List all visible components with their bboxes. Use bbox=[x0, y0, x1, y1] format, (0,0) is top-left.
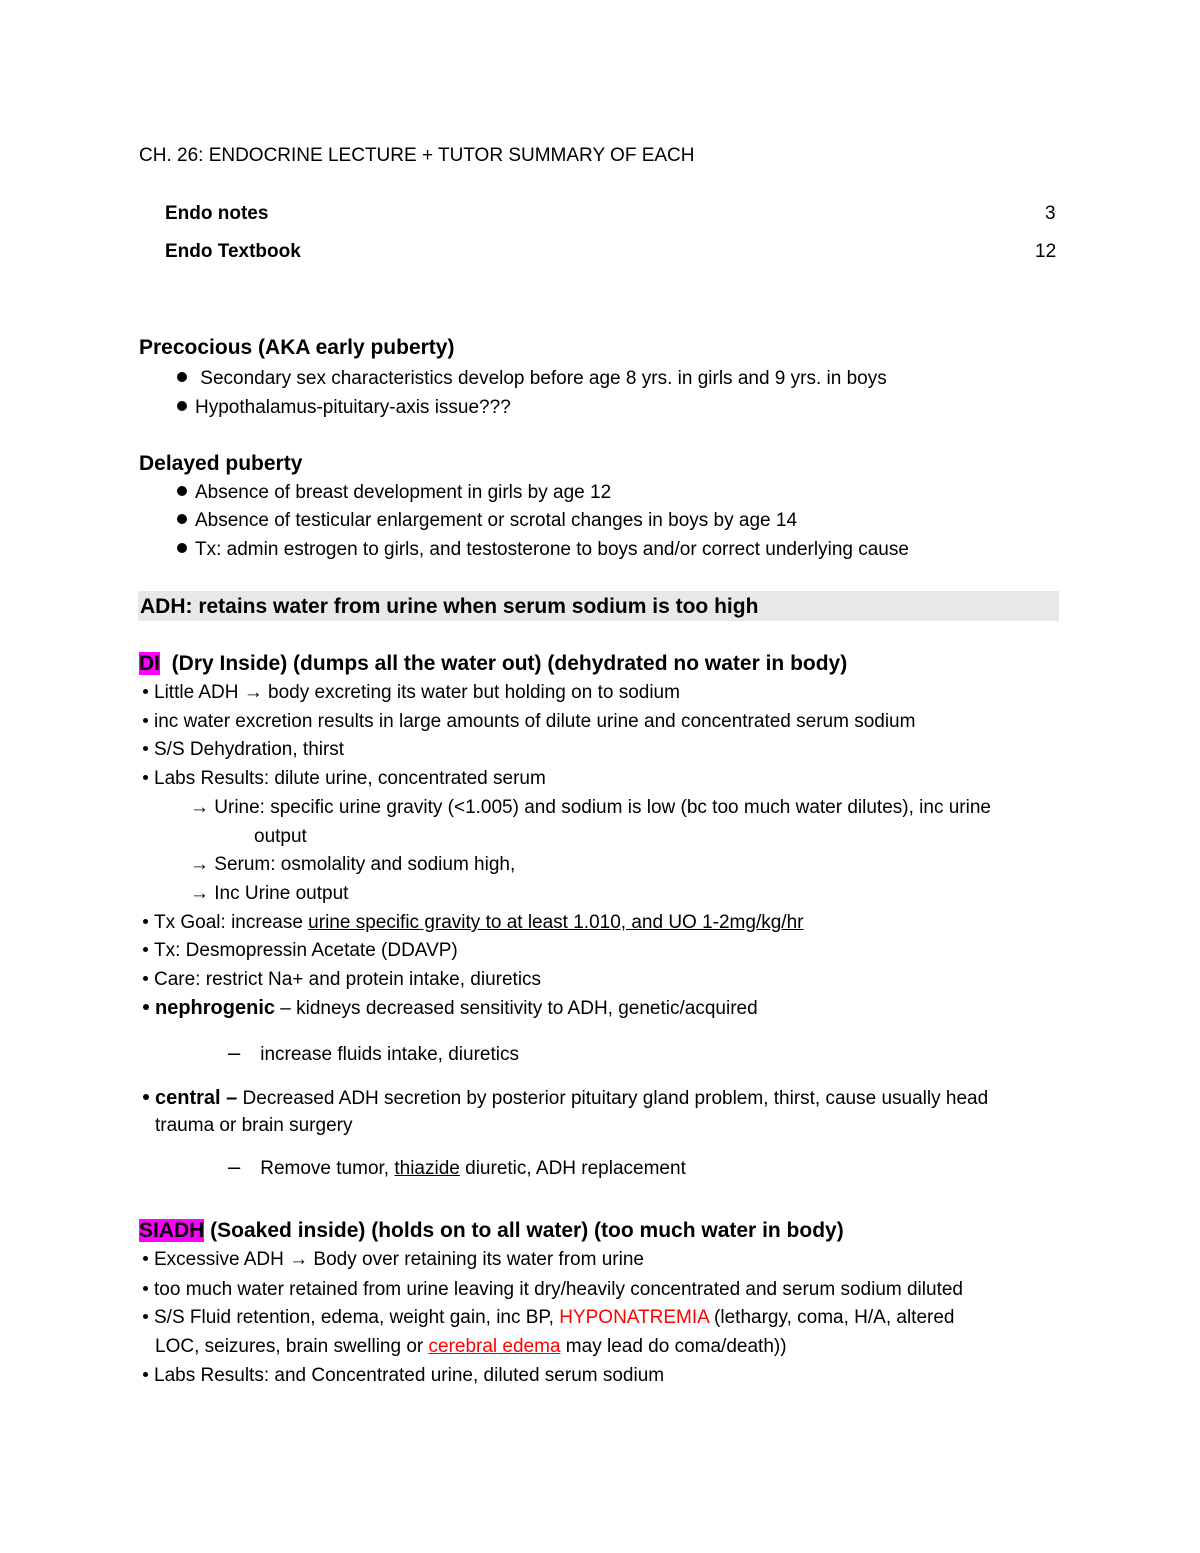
bullet-icon bbox=[143, 1094, 149, 1100]
list-item: Secondary sex characteristics develop before age 8 yrs. in girls and 9 yrs. in boys bbox=[177, 367, 887, 391]
bullet-icon bbox=[177, 514, 187, 524]
list-item: too much water retained from urine leaving it dry/heavily concentrated and serum sodium diluted bbox=[143, 1278, 963, 1302]
list-item: S/S Fluid retention, edema, weight gain, inc BP, HYPONATREMIA (lethargy, coma, H/A, altered bbox=[143, 1306, 954, 1330]
list-item: Hypothalamus-pituitary-axis issue??? bbox=[177, 396, 511, 420]
section-heading-precocious: Precocious (AKA early puberty) bbox=[139, 336, 455, 359]
section-heading-di: DI (Dry Inside) (dumps all the water out) (dehydrated no water in body) bbox=[139, 652, 848, 675]
list-item: inc water excretion results in large amounts of dilute urine and concentrated serum sodium bbox=[143, 710, 915, 734]
list-item: Care: restrict Na+ and protein intake, diuretics bbox=[143, 968, 541, 992]
list-item: Excessive ADH → Body over retaining its water from urine bbox=[143, 1248, 644, 1272]
bullet-icon bbox=[143, 1372, 148, 1377]
toc-entry-page[interactable]: 12 bbox=[1035, 241, 1057, 262]
list-item: Absence of breast development in girls by age 12 bbox=[177, 481, 611, 505]
list-item: Little ADH → body excreting its water but holding on to sodium bbox=[143, 681, 680, 705]
bullet-icon bbox=[143, 1256, 148, 1261]
dash-icon: – bbox=[228, 1154, 241, 1179]
bullet-icon bbox=[143, 1286, 148, 1291]
bullet-icon bbox=[143, 689, 148, 694]
toc-entry-label[interactable]: Endo notes bbox=[165, 203, 269, 224]
dash-icon: – bbox=[228, 1040, 241, 1065]
adh-banner: ADH: retains water from urine when serum sodium is too high bbox=[140, 595, 759, 618]
bullet-icon bbox=[143, 919, 148, 924]
list-item: nephrogenic – kidneys decreased sensitivity to ADH, genetic/acquired bbox=[143, 996, 758, 1021]
sub-list-item: → Serum: osmolality and sodium high, bbox=[190, 854, 516, 875]
bullet-icon bbox=[143, 976, 148, 981]
highlight-tag: DI bbox=[139, 652, 160, 675]
list-item: Absence of testicular enlargement or scrotal changes in boys by age 14 bbox=[177, 509, 797, 533]
sub-list-item: → Inc Urine output bbox=[190, 883, 349, 904]
bullet-icon bbox=[143, 947, 148, 952]
list-item: S/S Dehydration, thirst bbox=[143, 738, 344, 762]
sub-list-item-continuation: output bbox=[254, 826, 307, 847]
list-item-continuation: LOC, seizures, brain swelling or cerebral edema may lead do coma/death)) bbox=[155, 1336, 787, 1357]
list-item: Labs Results: and Concentrated urine, diluted serum sodium bbox=[143, 1364, 664, 1388]
list-item-continuation: trauma or brain surgery bbox=[155, 1115, 353, 1136]
sub-list-item: – Remove tumor, thiazide diuretic, ADH replacement bbox=[228, 1154, 686, 1179]
document-title: CH. 26: ENDOCRINE LECTURE + TUTOR SUMMARY OF EACH bbox=[139, 145, 695, 166]
bullet-icon bbox=[177, 486, 187, 496]
toc-entry-label[interactable]: Endo Textbook bbox=[165, 241, 301, 262]
section-heading-delayed: Delayed puberty bbox=[139, 452, 303, 475]
highlight-tag: SIADH bbox=[139, 1219, 205, 1242]
sub-list-item: → Urine: specific urine gravity (<1.005) and sodium is low (bc too much water dilutes), inc urine bbox=[190, 797, 991, 818]
bullet-icon bbox=[177, 372, 187, 382]
section-heading-siadh: SIADH (Soaked inside) (holds on to all water) (too much water in body) bbox=[139, 1219, 844, 1242]
bullet-icon bbox=[143, 775, 148, 780]
bullet-icon bbox=[177, 543, 187, 553]
bullet-icon bbox=[143, 1004, 149, 1010]
bullet-icon bbox=[143, 746, 148, 751]
bullet-icon bbox=[143, 718, 148, 723]
list-item: Tx: Desmopressin Acetate (DDAVP) bbox=[143, 939, 458, 963]
sub-list-item: – increase fluids intake, diuretics bbox=[228, 1040, 519, 1065]
list-item: Labs Results: dilute urine, concentrated serum bbox=[143, 767, 546, 791]
list-item: Tx: admin estrogen to girls, and testosterone to boys and/or correct underlying cause bbox=[177, 538, 909, 562]
bullet-icon bbox=[143, 1314, 148, 1319]
bullet-icon bbox=[177, 401, 187, 411]
toc-entry-page[interactable]: 3 bbox=[1045, 203, 1056, 224]
list-item: central – Decreased ADH secretion by posterior pituitary gland problem, thirst, cause usually head bbox=[143, 1086, 988, 1111]
list-item: Tx Goal: increase urine specific gravity to at least 1.010, and UO 1-2mg/kg/hr bbox=[143, 911, 803, 935]
